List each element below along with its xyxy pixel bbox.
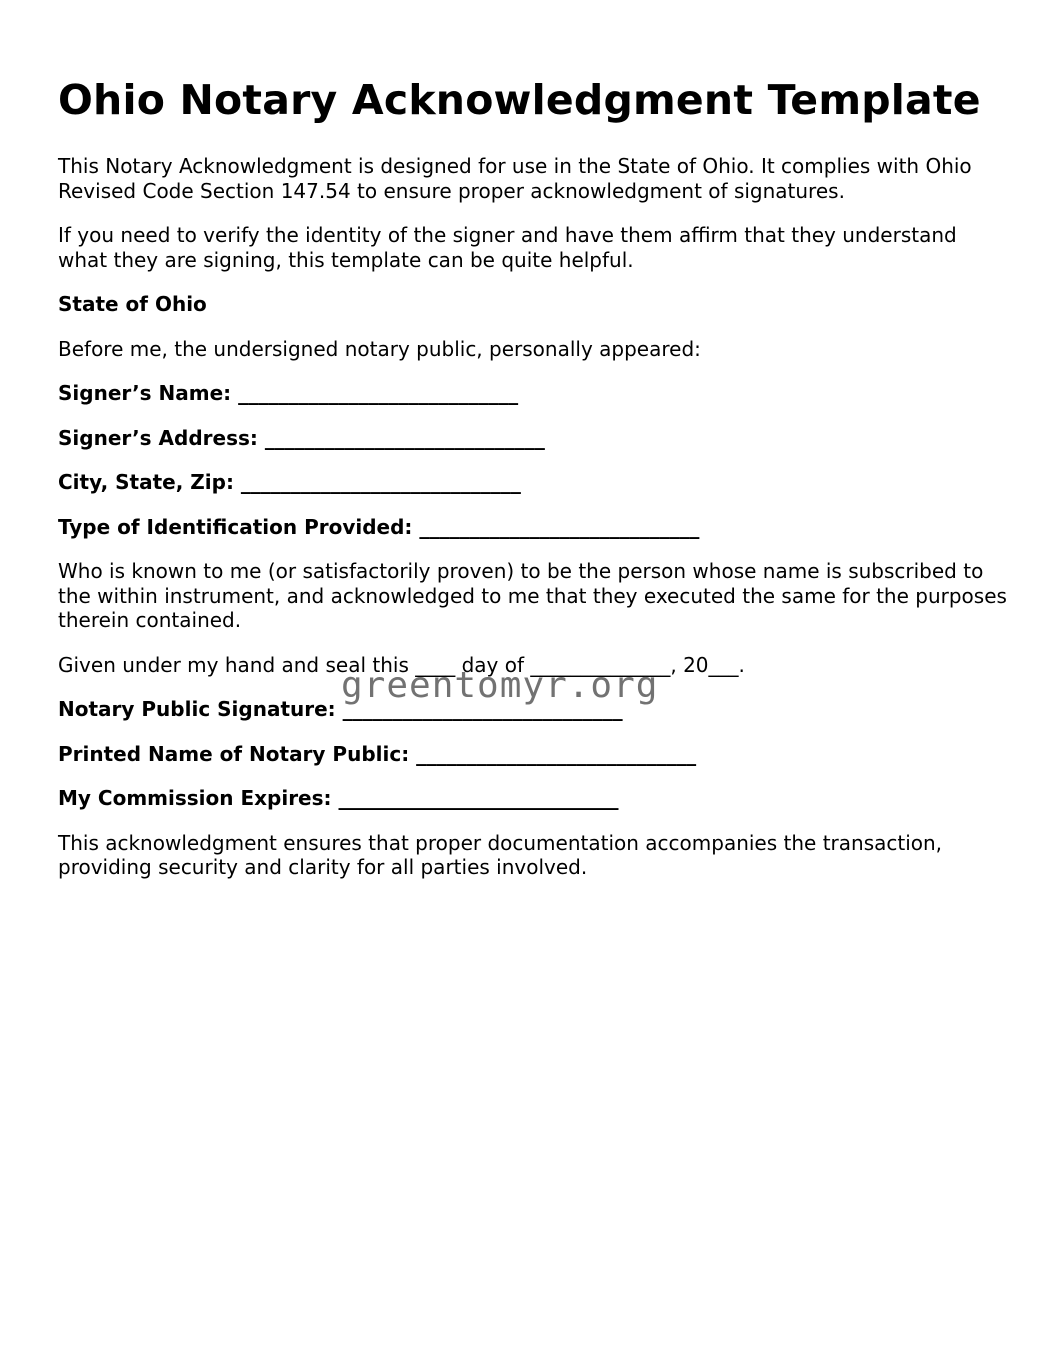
signer-address-field: Signer’s Address: ____________________________ <box>58 425 545 450</box>
city-state-zip-field: City, State, Zip: ____________________________ <box>58 470 521 494</box>
notary-printed-name-field: Printed Name of Notary Public: ____________________________ <box>58 741 697 766</box>
intro-paragraph: This Notary Acknowledgment is designed for use in the State of Ohio. It complies with Ohio Revised Code Section 147.54 to ensure proper acknowledgment of signatures. <box>58 154 972 203</box>
before-me-paragraph: Before me, the undersigned notary public, personally appeared: <box>58 336 701 361</box>
document-title: Ohio Notary Acknowledgment Template <box>58 76 981 124</box>
document-page <box>58 72 1008 900</box>
commission-expires-field: My Commission Expires: ____________________________ <box>58 786 619 810</box>
given-line: Given under my hand and seal this ____ day of ______________, 20___. <box>58 652 745 677</box>
helper-paragraph: If you need to verify the identity of the signer and have them affirm that they understand what they are signing, this template can be quite helpful. <box>58 223 957 272</box>
notary-signature-field: Notary Public Signature: ____________________________ <box>58 697 623 721</box>
state-heading: State of Ohio <box>58 292 207 316</box>
statement-paragraph: Who is known to me (or satisfactorily proven) to be the person whose name is subscribed to the within instrument, and acknowledged to me that they executed the same for the purposes therein contained. <box>58 559 1007 632</box>
identification-field: Type of Identification Provided: ____________________________ <box>58 514 700 539</box>
signer-name-field: Signer’s Name: ____________________________ <box>58 381 519 405</box>
watermark-text: greentomyr.org <box>341 665 659 706</box>
closing-paragraph: This acknowledgment ensures that proper documentation accompanies the transaction, providing security and clarity for all parties involved. <box>58 830 943 879</box>
